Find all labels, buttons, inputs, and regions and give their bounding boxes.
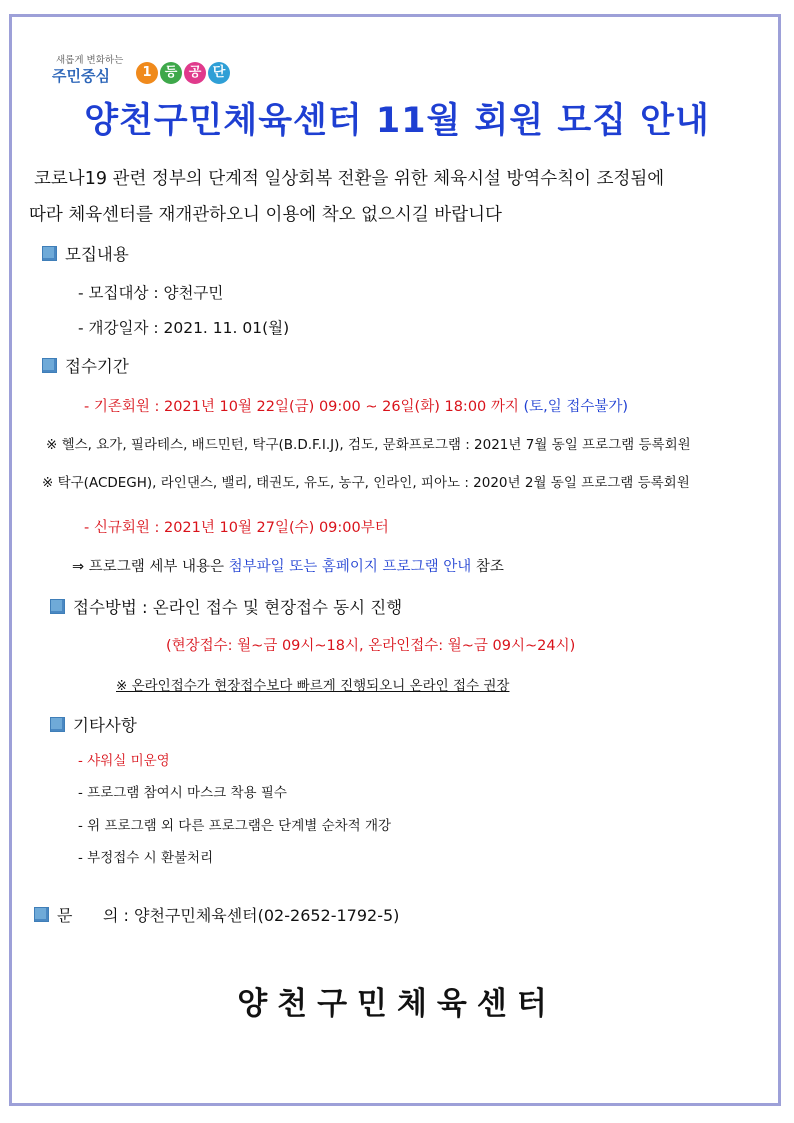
page-title: 양천구민체육센터 11월 회원 모집 안내 (84, 101, 710, 141)
section-method-heading (50, 594, 402, 618)
section-period-heading-text: 접수기간 (65, 357, 129, 376)
section-other-heading (50, 712, 137, 736)
organization-logo (52, 52, 262, 88)
other-item-3: - 위 프로그램 외 다른 프로그램은 단계별 순차적 개강 (78, 818, 392, 834)
existing-member-period-text: - 기존회원 : 2021년 10월 22일(금) 09:00 ~ 26일(화) 18:00 까지 (84, 399, 519, 415)
recruit-start-date: - 개강일자 : 2021. 11. 01(월) (78, 319, 290, 337)
program-detail-reference (72, 555, 504, 576)
existing-member-period (84, 395, 628, 416)
section-recruit-heading-text: 모집내용 (65, 245, 129, 264)
program-detail-suffix: 참조 (475, 559, 504, 575)
logo-badge-char-1: 등 (160, 62, 182, 84)
square-bullet-icon (50, 717, 65, 732)
square-bullet-icon (50, 599, 65, 614)
inquiry-line (34, 903, 399, 926)
section-period-heading (42, 353, 129, 377)
online-recommendation: ※ 온라인접수가 현장접수보다 빠르게 진행되오니 온라인 접수 권장 (116, 678, 510, 694)
other-item-1: - 샤워실 미운영 (78, 753, 170, 769)
recruit-target: - 모집대상 : 양천구민 (78, 284, 224, 302)
new-member-period: - 신규회원 : 2021년 10월 27일(수) 09:00부터 (84, 520, 389, 536)
existing-member-weekend-note: (토,일 접수불가) (523, 399, 629, 415)
logo-badge-number: 1 (136, 62, 158, 84)
logo-badge-char-3: 단 (208, 62, 230, 84)
square-bullet-icon (42, 246, 57, 261)
logo-badge-char-2: 공 (184, 62, 206, 84)
intro-line-2: 따라 체육센터를 재개관하오니 이용에 착오 없으시길 바랍니다 (29, 205, 502, 225)
eligibility-note-2: ※ 탁구(ACDEGH), 라인댄스, 밸리, 태권도, 유도, 농구, 인라인, 피아노 : 2020년 2월 동일 프로그램 등록회원 (42, 475, 690, 491)
logo-tagline: 새롭게 변화하는 (56, 55, 124, 66)
square-bullet-icon (34, 907, 49, 922)
eligibility-note-1: ※ 헬스, 요가, 필라테스, 배드민턴, 탁구(B.D.F.I.J), 검도, 문화프로그램 : 2021년 7월 동일 프로그램 등록회원 (46, 437, 691, 453)
section-recruit-heading (42, 241, 129, 265)
inquiry-text: 문 의 : 양천구민체육센터(02-2652-1792-5) (57, 906, 400, 925)
program-detail-prefix: ⇒ 프로그램 세부 내용은 (72, 559, 225, 575)
section-method-heading-text: 접수방법 : 온라인 접수 및 현장접수 동시 진행 (73, 598, 403, 617)
other-item-4: - 부정접수 시 환불처리 (78, 850, 214, 866)
program-detail-link-text: 첨부파일 또는 홈페이지 프로그램 안내 (228, 559, 472, 575)
intro-line-1: 코로나19 관련 정부의 단계적 일상회복 전환을 위한 체육시설 방역수칙이 조정됨에 (34, 169, 665, 189)
other-item-2: - 프로그램 참여시 마스크 착용 필수 (78, 785, 287, 801)
square-bullet-icon (42, 358, 57, 373)
section-other-heading-text: 기타사항 (73, 716, 137, 735)
footer-organization-name: 양천구민체육센터 (237, 986, 557, 1022)
reception-hours: (현장접수: 월~금 09시~18시, 온라인접수: 월~금 09시~24시) (166, 638, 576, 654)
logo-main-text: 주민중심 (52, 67, 110, 85)
